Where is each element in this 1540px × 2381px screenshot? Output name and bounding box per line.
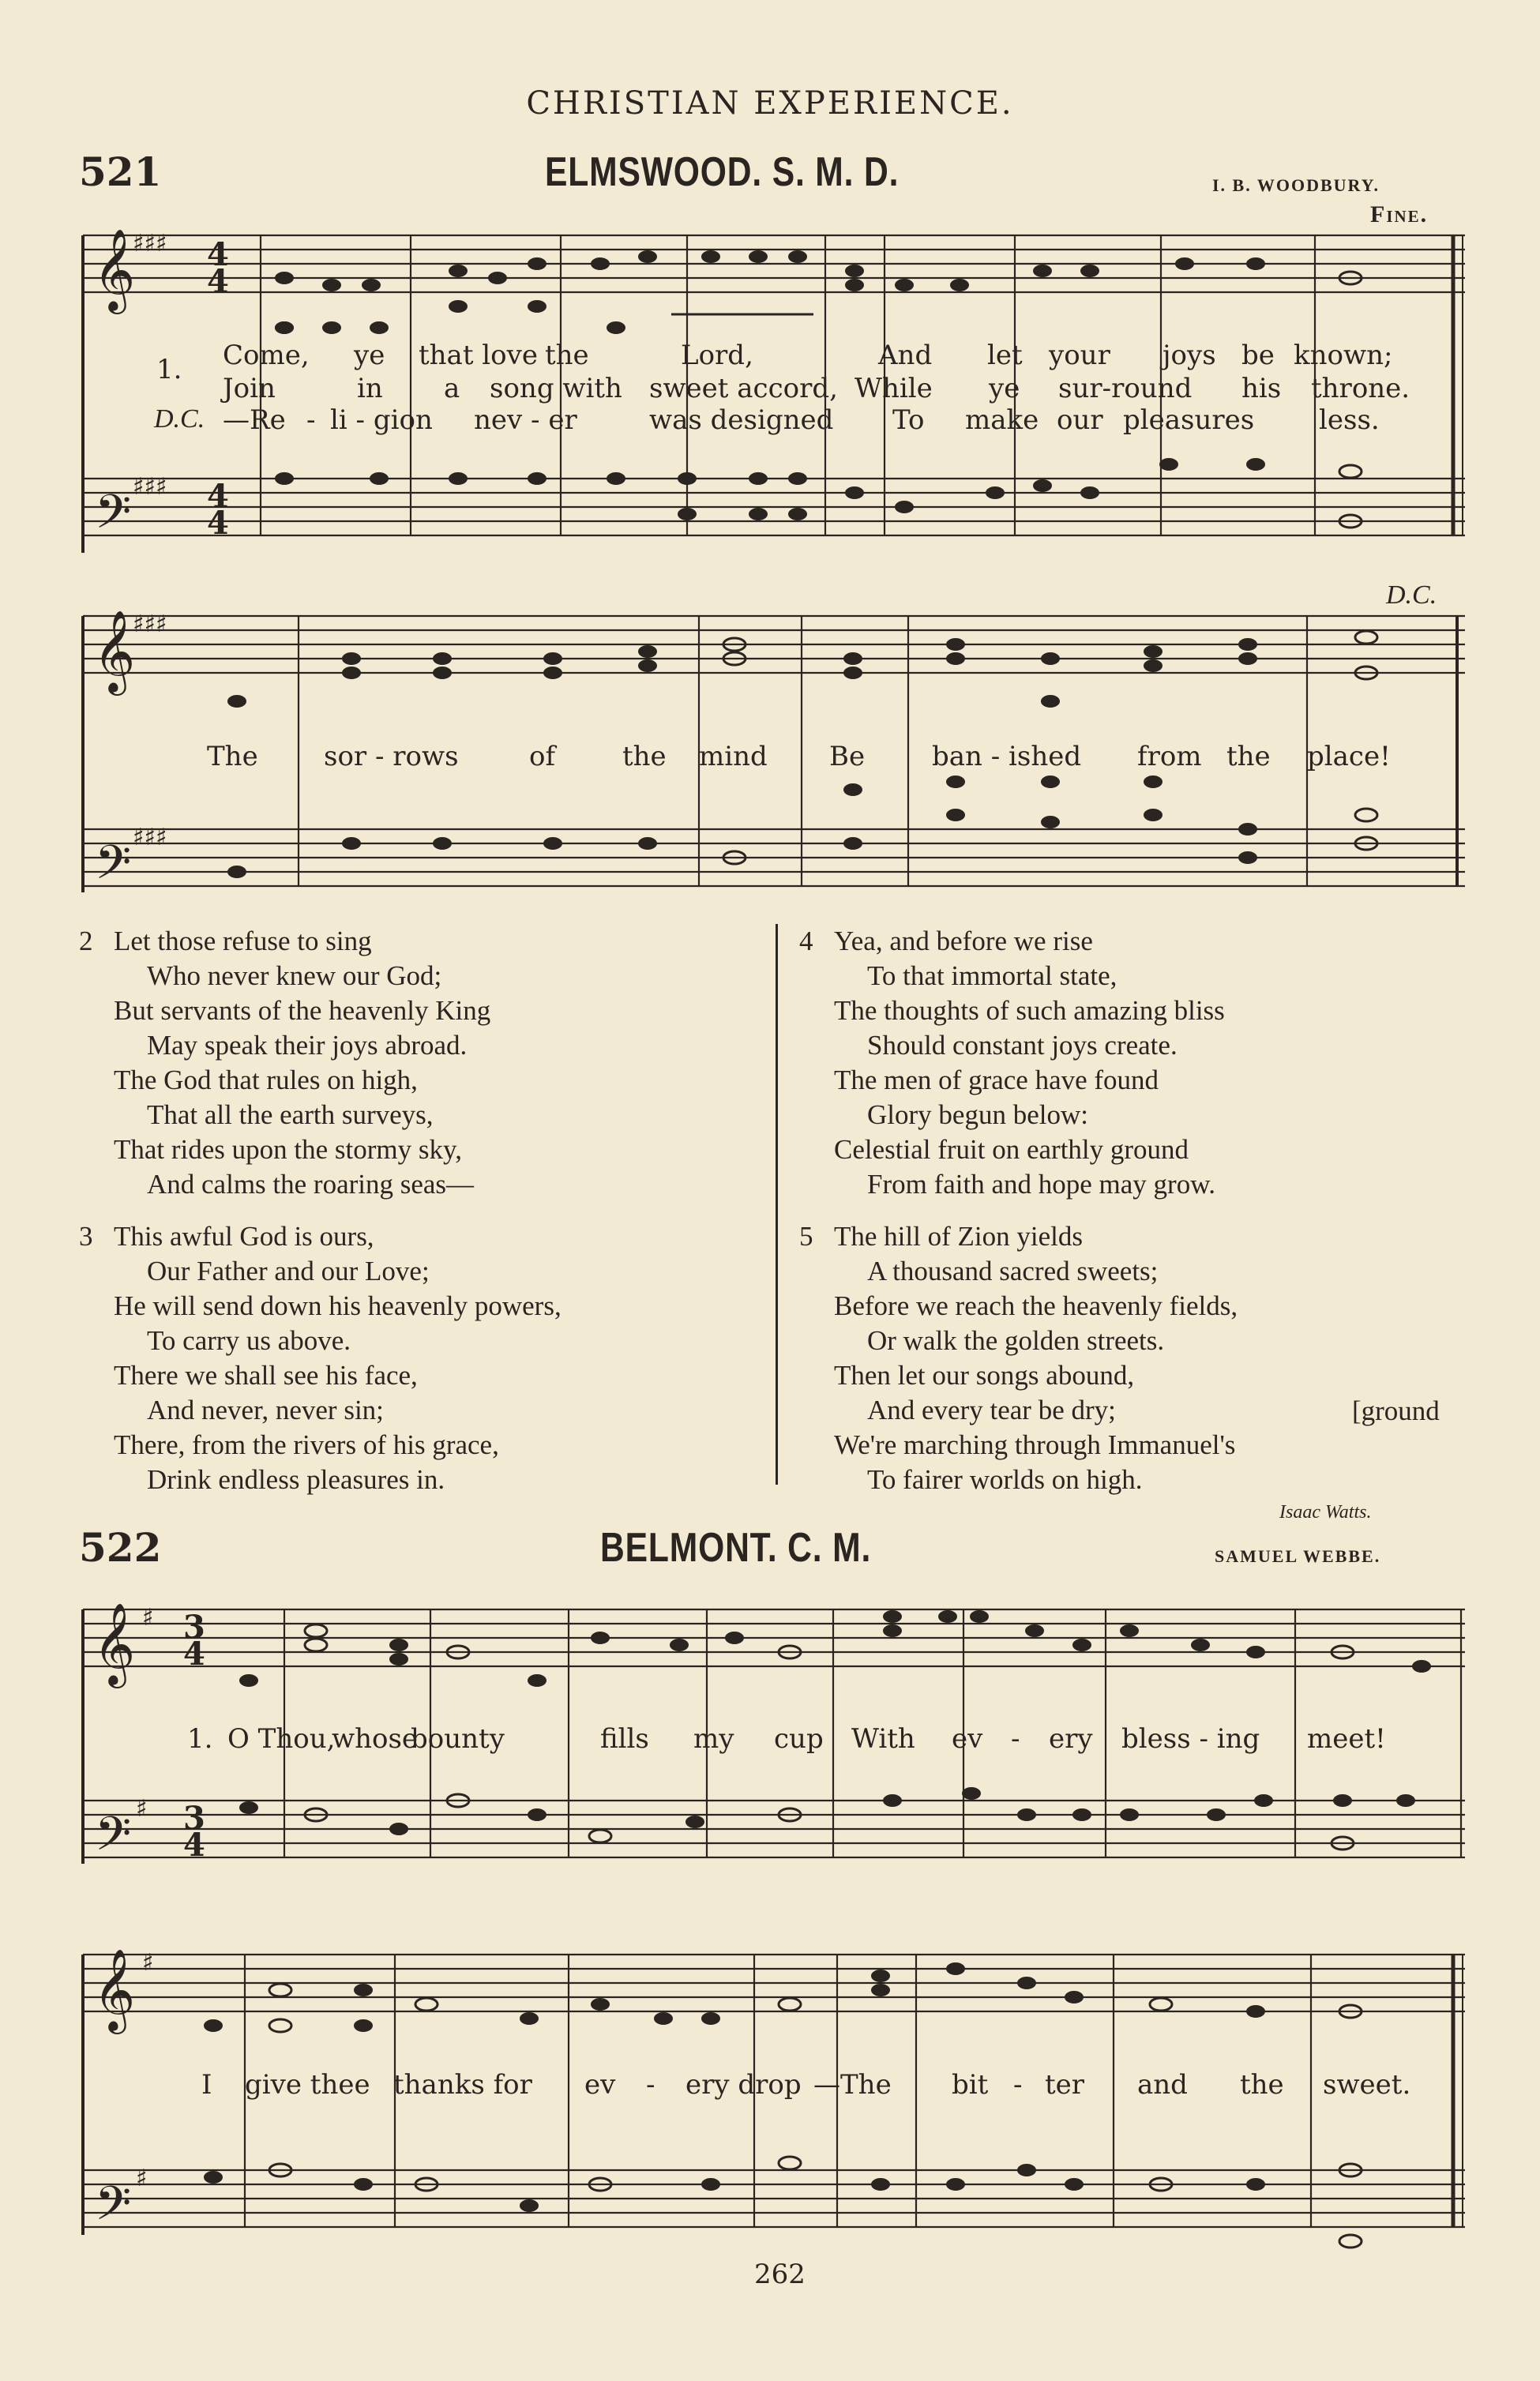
verse-line: That rides upon the stormy sky,	[114, 1134, 463, 1165]
page-number: 262	[754, 2259, 806, 2290]
svg-text:4: 4	[207, 236, 229, 273]
lyric-word: Join	[223, 373, 276, 404]
lyric-word: sur-round	[1058, 373, 1193, 404]
lyric-word: a	[444, 373, 460, 404]
verse-line: The men of grace have found	[834, 1065, 1159, 1095]
stanza-number: 2	[79, 926, 93, 956]
svg-text:𝄞: 𝄞	[93, 610, 136, 693]
lyric-word: known;	[1294, 340, 1393, 371]
tune-name: BELMONT. C. M.	[600, 1525, 872, 1571]
verse-line: Or walk the golden streets.	[867, 1325, 1165, 1356]
lyric-word: sweet accord,	[649, 373, 838, 404]
lyric-word: With	[851, 1723, 915, 1755]
verse-line: Should constant joys create.	[867, 1030, 1178, 1061]
verse-number: 1.	[156, 354, 182, 385]
lyric-word: sweet.	[1323, 2069, 1411, 2101]
lyric-word: give thee	[245, 2069, 370, 2101]
lyric-word: the	[1226, 741, 1271, 772]
lyric-word: -	[306, 404, 316, 436]
lyric-word: sor - rows	[324, 741, 459, 772]
lyric-word: from	[1137, 741, 1202, 772]
verse-line: There we shall see his face,	[114, 1360, 418, 1391]
svg-text:𝄞: 𝄞	[93, 1948, 136, 2031]
lyric-word: cup	[774, 1723, 824, 1755]
lyric-word: of	[529, 741, 556, 772]
verse-line: To fairer worlds on high.	[867, 1464, 1143, 1495]
lyric-word: ye	[989, 373, 1020, 404]
lyric-word: mind	[699, 741, 768, 772]
fine-marker: Fine.	[1370, 201, 1429, 227]
lyric-word: the	[545, 340, 589, 371]
verse-line: A thousand sacred sweets;	[867, 1256, 1159, 1286]
composer: I. B. WOODBURY.	[1212, 175, 1380, 195]
lyric-word: and	[1137, 2069, 1188, 2101]
lyric-word: li - gion	[330, 404, 433, 436]
svg-text:4: 4	[183, 1636, 205, 1673]
verse-line: The God that rules on high,	[114, 1065, 418, 1095]
lyric-word: O Thou,	[227, 1723, 336, 1755]
verse-line: Glory begun below:	[867, 1099, 1088, 1130]
lyric-word: -	[1011, 1723, 1020, 1755]
verse-line: And never, never sin;	[147, 1395, 384, 1425]
lyric-word: whose	[332, 1723, 419, 1755]
lyric-word: let	[987, 340, 1023, 371]
verse-line: But servants of the heavenly King	[114, 995, 491, 1026]
verse-line: And every tear be dry;	[867, 1395, 1116, 1425]
lyric-word: joys	[1163, 340, 1216, 371]
svg-text:3: 3	[183, 1609, 205, 1646]
verse-line: And calms the roaring seas—	[147, 1169, 475, 1200]
svg-text:𝄞: 𝄞	[93, 228, 136, 311]
lyric-word: his	[1241, 373, 1282, 404]
verse-line: May speak their joys abroad.	[147, 1030, 468, 1061]
lyric-word: the	[1240, 2069, 1284, 2101]
verse-line: There, from the rivers of his grace,	[114, 1429, 499, 1460]
lyric-word: make	[965, 404, 1039, 436]
verse-line: Yea, and before we rise	[834, 926, 1093, 956]
stanza-number: 5	[799, 1221, 813, 1252]
verse-line: He will send down his heavenly powers,	[114, 1290, 562, 1321]
lyric-word: Lord,	[681, 340, 753, 371]
lyric-word: was designed	[649, 404, 834, 436]
verse-line: The hill of Zion yields	[834, 1221, 1083, 1252]
lyric-word: throne.	[1311, 373, 1410, 404]
svg-text:♯: ♯	[136, 2165, 148, 2192]
lyric-word: your	[1049, 340, 1110, 371]
lyric-word: bit	[952, 2069, 989, 2101]
lyric-word: ban - ished	[932, 741, 1082, 772]
svg-text:4: 4	[207, 478, 229, 515]
lyric-word: meet!	[1307, 1723, 1386, 1755]
lyric-word: ery drop	[685, 2069, 802, 2101]
svg-text:♯♯♯: ♯♯♯	[133, 824, 167, 851]
verse-wrap-ground: [ground	[1352, 1395, 1440, 1426]
lyric-word: To	[892, 404, 925, 436]
lyric-word: be	[1241, 340, 1275, 371]
lyric-word: —Re	[223, 404, 286, 436]
verse-line: Drink endless pleasures in.	[147, 1464, 445, 1495]
svg-text:𝄞: 𝄞	[93, 1602, 136, 1685]
lyric-word: —The	[813, 2069, 892, 2101]
lyric-word: While	[855, 373, 933, 404]
lyric-word: our	[1057, 404, 1103, 436]
dc-marker: D.C.	[1386, 580, 1437, 610]
verse-line: Who never knew our God;	[147, 960, 442, 991]
lyric-word: bounty	[411, 1723, 505, 1755]
verse-line: Celestial fruit on earthly ground	[834, 1134, 1189, 1165]
lyric-word: -	[646, 2069, 655, 2101]
lyric-word: bless - ing	[1121, 1723, 1260, 1755]
lyric-word: And	[878, 340, 933, 371]
svg-text:♯: ♯	[136, 1795, 148, 1823]
svg-text:𝄢: 𝄢	[95, 1806, 132, 1872]
svg-text:𝄢: 𝄢	[95, 835, 132, 901]
lyric-word: I	[201, 2069, 212, 2101]
hymn-number: 521	[79, 148, 162, 195]
stanza-number: 4	[799, 926, 813, 956]
verse-line: The thoughts of such amazing bliss	[834, 995, 1225, 1026]
verse-line: To that immortal state,	[867, 960, 1117, 991]
lyric-word: -	[1013, 2069, 1023, 2101]
svg-text:4: 4	[207, 505, 229, 542]
hymn-number: 522	[79, 1524, 162, 1571]
lyric-word: ter	[1045, 2069, 1085, 2101]
lyric-word: fills	[600, 1723, 649, 1755]
svg-text:♯: ♯	[142, 1604, 154, 1632]
verse-line: Let those refuse to sing	[114, 926, 372, 956]
lyric-word: that love	[419, 340, 538, 371]
tune-name: ELMSWOOD. S. M. D.	[545, 149, 900, 195]
verse-number: 1.	[187, 1723, 213, 1755]
lyric-word: ev	[952, 1723, 983, 1755]
stanza-number: 3	[79, 1221, 93, 1252]
section-title: CHRISTIAN EXPERIENCE.	[526, 85, 1014, 122]
lyric-word: my	[693, 1723, 734, 1755]
lyric-word: thanks for	[393, 2069, 532, 2101]
lyric-word: The	[207, 741, 258, 772]
lyric-word: the	[622, 741, 667, 772]
svg-text:4: 4	[207, 263, 229, 300]
svg-text:𝄢: 𝄢	[95, 2176, 132, 2242]
verse-line: To carry us above.	[147, 1325, 351, 1356]
svg-text:♯: ♯	[142, 1949, 154, 1977]
lyric-word: Come,	[223, 340, 310, 371]
lyric-word: nev - er	[474, 404, 577, 436]
lyric-word: ev	[584, 2069, 616, 2101]
svg-text:4: 4	[183, 1827, 205, 1864]
lyric-word: ery	[1049, 1723, 1093, 1755]
lyric-word: song with	[490, 373, 622, 404]
svg-text:𝄢: 𝄢	[95, 484, 132, 550]
verse-line: Our Father and our Love;	[147, 1256, 430, 1286]
author: Isaac Watts.	[1279, 1502, 1372, 1523]
dc-label: D.C.	[154, 404, 205, 434]
lyric-word: pleasures	[1123, 404, 1255, 436]
svg-text:♯♯♯: ♯♯♯	[133, 230, 167, 257]
lyric-word: less.	[1319, 404, 1380, 436]
verse-line: Before we reach the heavenly fields,	[834, 1290, 1238, 1321]
svg-text:♯♯♯: ♯♯♯	[133, 473, 167, 501]
verse-line: That all the earth surveys,	[147, 1099, 434, 1130]
lyric-word: place!	[1307, 741, 1391, 772]
composer: SAMUEL WEBBE.	[1215, 1546, 1381, 1566]
verse-line: This awful God is ours,	[114, 1221, 374, 1252]
lyric-word: ye	[354, 340, 385, 371]
lyric-word: Be	[829, 741, 866, 772]
svg-text:♯♯♯: ♯♯♯	[133, 610, 167, 638]
lyric-word: in	[357, 373, 383, 404]
verse-line: Then let our songs abound,	[834, 1360, 1135, 1391]
verse-line: We're marching through Immanuel's	[834, 1429, 1236, 1460]
verse-line: From faith and hope may grow.	[867, 1169, 1215, 1200]
svg-text:3: 3	[183, 1800, 205, 1837]
